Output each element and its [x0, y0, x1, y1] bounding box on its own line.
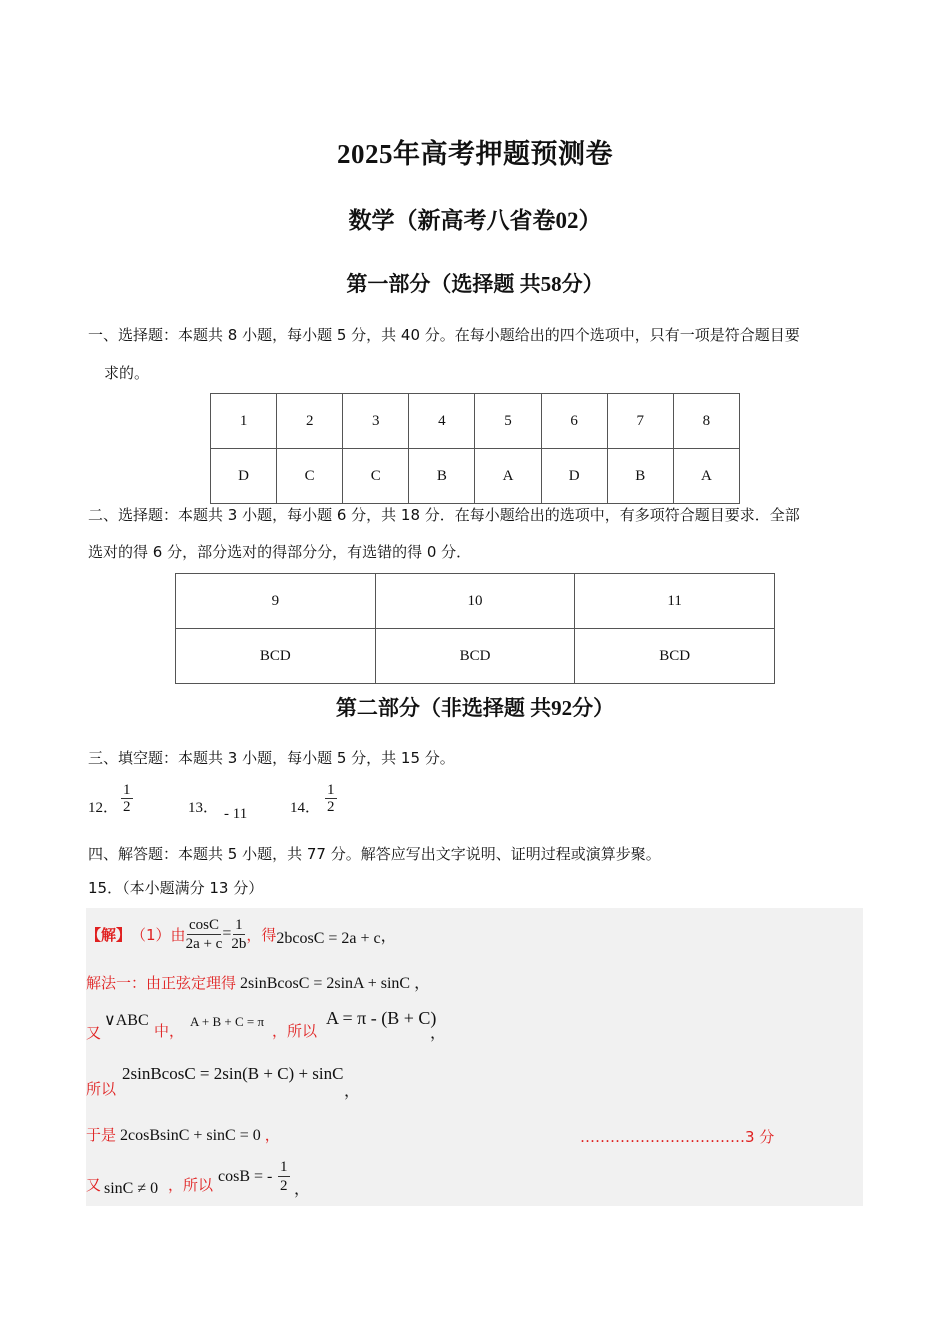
equation: A = π - (B + C) — [326, 1008, 437, 1028]
solution-box: 【解】 （1）由 $\frac{\cos C}{2a + c}$ = $\frac{1}{2b}$ ，得 2bcosC = 2a + c ， 解法一：由正弦定理得 2sinBcosC = 2sinA + sinC ， 又 ∨ABC 中， A + B + C = π ，所以 A = π - (B + C) ， 所以 2sinBcosC = 2sin(B + C) + sinC ， 于是 2cosBsinC + sinC = 0 ， ……………………………3 分 又 sinC ≠ 0 ，所以 cosB = - 1 2 ， — [86, 908, 863, 1206]
solution-line-1: 【解】 （1）由 $\frac{\cos C}{2a + c}$ = $\frac{1}{2b}$ ，得 2bcosC = 2a + c ， — [86, 916, 397, 952]
table-cell: 8 — [673, 394, 739, 449]
answer-14-label: 14． — [290, 800, 321, 816]
table-cell: C — [277, 449, 343, 504]
section1-instruction-line2: 求的。 — [104, 364, 150, 382]
section2-instruction-line2: 选对的得 6 分，部分选对的得部分分，有选错的得 0 分． — [88, 543, 472, 561]
table-cell: D — [541, 449, 607, 504]
table-cell: 7 — [607, 394, 673, 449]
triangle-abc: ∨ABC — [104, 1012, 149, 1029]
answer-14-fraction: $\frac{1}{2}$ — [327, 782, 335, 815]
table-cell: A — [673, 449, 739, 504]
equation: 2sinBcosC = 2sinA + sinC — [240, 975, 411, 992]
page-title: 2025年高考押题预测卷 — [337, 139, 613, 169]
table-cell: D — [211, 449, 277, 504]
table-cell: BCD — [375, 629, 575, 684]
solution-tag: 【解】 — [86, 925, 132, 944]
table-cell: 3 — [343, 394, 409, 449]
paper-subtitle: 数学（新高考八省卷02） — [348, 208, 602, 233]
table-cell: BCD — [575, 629, 775, 684]
equation: sinC ≠ 0 — [104, 1180, 159, 1197]
table-cell: 5 — [475, 394, 541, 449]
answer-12-label: 12． — [88, 800, 119, 816]
table-row-answers — [176, 629, 775, 684]
equation: 2bcosC = 2a + c — [276, 930, 381, 947]
table-cell: 1 — [211, 394, 277, 449]
answer-12-fraction: $\frac{1}{2}$ — [123, 782, 131, 815]
table-cell: 4 — [409, 394, 475, 449]
table-cell: B — [409, 449, 475, 504]
table-cell: BCD — [176, 629, 376, 684]
section1-instruction-line1: 一、选择题：本题共 8 小题，每小题 5 分，共 40 分。在每小题给出的四个选项中，只有一项是符合题目要 — [88, 326, 800, 344]
multi-answer-table — [175, 573, 775, 684]
q15-header: 15．（本小题满分 13 分） — [88, 879, 264, 897]
score-marker: ……………………………3 分 — [580, 1128, 775, 1146]
table-cell: 11 — [575, 574, 775, 629]
solution-line-5: 于是 2cosBsinC + sinC = 0 ， ……………………………3 分 — [86, 1126, 775, 1146]
part1-heading: 第一部分（选择题 共58分） — [346, 272, 604, 296]
equation: 2cosBsinC + sinC = 0 — [120, 1127, 261, 1144]
fraction-1-2b: $\frac{1}{2b}$ — [231, 916, 247, 952]
mc-answer-table — [210, 393, 740, 504]
equation: cosB = - — [218, 1168, 273, 1185]
table-cell: B — [607, 449, 673, 504]
table-cell: 9 — [176, 574, 376, 629]
section4-instruction: 四、解答题：本题共 5 小题，共 77 分。解答应写出文字说明、证明过程或演算步聚。 — [88, 845, 661, 863]
table-cell: 6 — [541, 394, 607, 449]
fraction-half: 1 2 — [280, 1159, 288, 1194]
section3-instruction: 三、填空题：本题共 3 小题，每小题 5 分，共 15 分。 — [88, 749, 455, 767]
table-cell: 2 — [277, 394, 343, 449]
table-row-questions — [211, 394, 740, 449]
table-row-questions — [176, 574, 775, 629]
equation: A + B + C = π — [190, 1014, 265, 1029]
part2-heading: 第二部分（非选择题 共92分） — [335, 696, 615, 720]
table-cell: A — [475, 449, 541, 504]
solution-part1: （1）由 — [131, 925, 186, 944]
fraction-cosC: $\frac{\cos C}{2a + c}$ — [185, 916, 223, 952]
section2-instruction-line1: 二、选择题：本题共 3 小题，每小题 6 分，共 18 分．在每小题给出的选项中，有多项符合题目要求．全部 — [88, 506, 800, 524]
solution-line-2: 解法一：由正弦定理得 2sinBcosC = 2sinA + sinC ， — [86, 974, 431, 992]
answer-13-value: - 11 — [224, 806, 248, 822]
table-cell: 10 — [375, 574, 575, 629]
table-cell: C — [343, 449, 409, 504]
table-row-answers — [211, 449, 740, 504]
fill-in-answers — [88, 782, 488, 822]
answer-13-label: 13． — [188, 800, 219, 816]
equation: 2sinBcosC = 2sin(B + C) + sinC — [122, 1064, 344, 1083]
